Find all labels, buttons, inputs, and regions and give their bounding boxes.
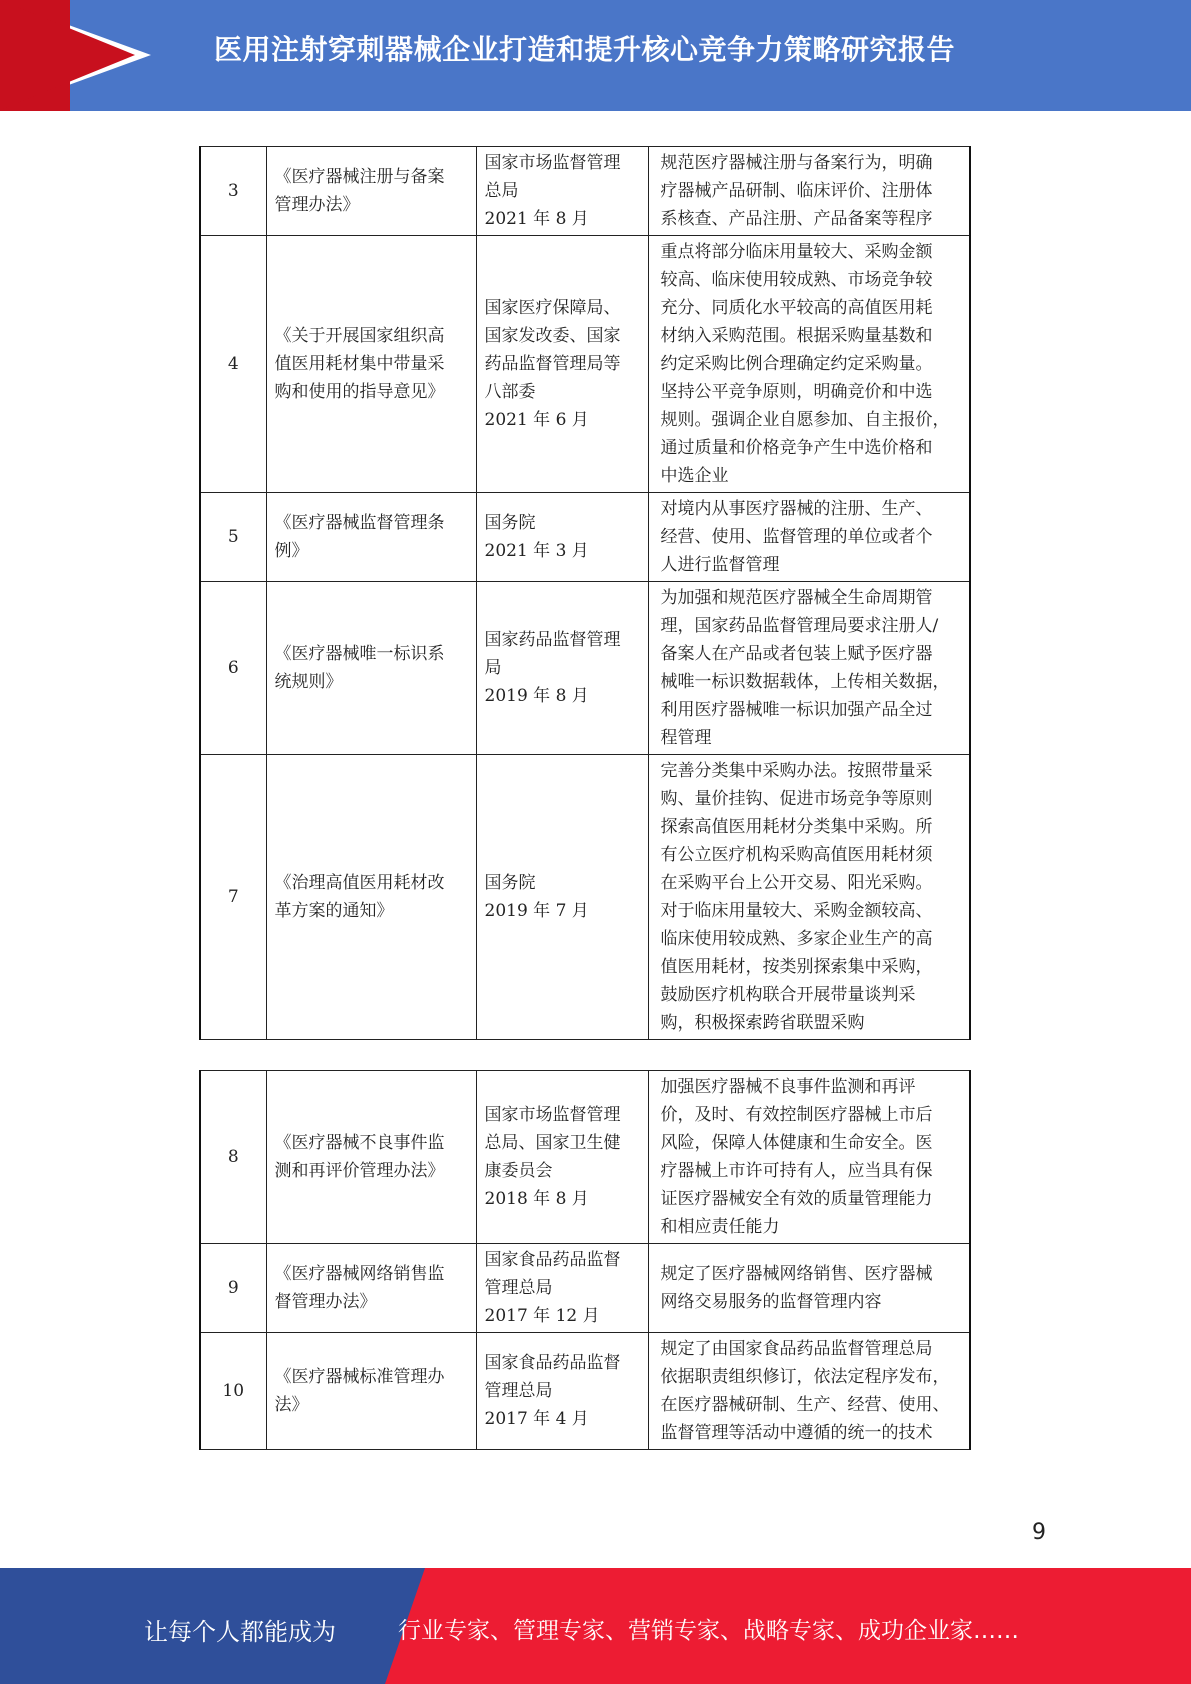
table-row xyxy=(200,1244,970,1333)
issuer-line: 国家食品药品监督 xyxy=(484,1353,621,1373)
report-title: 医用注射穿刺器械企业打造和提升核心竞争力策略研究报告 xyxy=(214,33,956,66)
description-line: 规范医疗器械注册与备案行为，明确 xyxy=(660,153,933,173)
description-line: 疗器械产品研制、临床评价、注册体 xyxy=(660,181,933,201)
policy-name-line: 《关于开展国家组织高 xyxy=(274,326,445,346)
policy-name xyxy=(266,755,476,1040)
row-number: 10 xyxy=(200,1333,266,1450)
policy-name-line: 革方案的通知》 xyxy=(274,901,394,921)
policy-table-continued xyxy=(199,1070,971,1450)
policy-issuer-date xyxy=(476,582,648,755)
page-header xyxy=(0,0,1191,111)
issuer-line: 总局、国家卫生健 xyxy=(484,1133,621,1153)
description-line: 疗器械上市许可持有人，应当具有保 xyxy=(660,1161,933,1181)
policy-issuer-date xyxy=(476,493,648,582)
description-line: 经营、使用、监督管理的单位或者个 xyxy=(660,527,933,547)
row-number: 9 xyxy=(200,1244,266,1333)
footer-tagline-right: 行业专家、管理专家、营销专家、战略专家、成功企业家…… xyxy=(398,1618,1019,1644)
policy-name-line: 购和使用的指导意见》 xyxy=(274,382,445,402)
policy-description xyxy=(648,1244,970,1333)
description-line: 较高、临床使用较成熟、市场竞争较 xyxy=(660,270,933,290)
policy-description xyxy=(648,755,970,1040)
issuer-line: 2019 年 8 月 xyxy=(484,686,589,706)
policy-name-line: 《医疗器械标准管理办 xyxy=(274,1367,445,1387)
policy-name-line: 管理办法》 xyxy=(274,195,360,215)
description-line: 程管理 xyxy=(660,728,712,748)
policy-issuer-date xyxy=(476,1333,648,1450)
policy-issuer-date xyxy=(476,236,648,493)
policy-description xyxy=(648,147,970,236)
policy-issuer-date xyxy=(476,147,648,236)
description-line: 证医疗器械安全有效的质量管理能力 xyxy=(660,1189,933,1209)
issuer-line: 八部委 xyxy=(484,382,536,402)
issuer-line: 2017 年 4 月 xyxy=(484,1409,589,1429)
description-line: 械唯一标识数据载体，上传相关数据， xyxy=(660,672,950,692)
table-row xyxy=(200,1333,970,1450)
policy-name xyxy=(266,582,476,755)
footer-tagline-left: 让每个人都能成为 xyxy=(144,1618,336,1646)
row-number: 8 xyxy=(200,1071,266,1244)
row-number: 5 xyxy=(200,493,266,582)
page-number: 9 xyxy=(1032,1520,1046,1545)
description-line: 规定了由国家食品药品监督管理总局 xyxy=(660,1339,933,1359)
table-row xyxy=(200,147,970,236)
issuer-line: 2019 年 7 月 xyxy=(484,901,589,921)
issuer-line: 2021 年 3 月 xyxy=(484,541,589,561)
description-line: 价，及时、有效控制医疗器械上市后 xyxy=(660,1105,933,1125)
description-line: 通过质量和价格竞争产生中选价格和 xyxy=(660,438,933,458)
policy-name xyxy=(266,493,476,582)
table-row xyxy=(200,493,970,582)
issuer-line: 国务院 xyxy=(484,873,536,893)
policy-name xyxy=(266,236,476,493)
issuer-line: 总局 xyxy=(484,181,519,201)
description-line: 值医用耗材，按类别探索集中采购， xyxy=(660,957,933,977)
description-line: 约定采购比例合理确定约定采购量。 xyxy=(660,354,933,374)
policy-name-line: 《医疗器械网络销售监 xyxy=(274,1264,445,1284)
issuer-line: 国家食品药品监督 xyxy=(484,1250,621,1270)
description-line: 利用医疗器械唯一标识加强产品全过 xyxy=(660,700,933,720)
description-line: 探索高值医用耗材分类集中采购。所 xyxy=(660,817,933,837)
policy-name xyxy=(266,1244,476,1333)
page-footer xyxy=(0,1568,1191,1684)
issuer-line: 2021 年 6 月 xyxy=(484,410,589,430)
description-line: 鼓励医疗机构联合开展带量谈判采 xyxy=(660,985,916,1005)
description-line: 坚持公平竞争原则，明确竞价和中选 xyxy=(660,382,933,402)
policy-name xyxy=(266,147,476,236)
description-line: 网络交易服务的监督管理内容 xyxy=(660,1292,882,1312)
policy-name xyxy=(266,1071,476,1244)
row-number: 7 xyxy=(200,755,266,1040)
description-line: 中选企业 xyxy=(660,466,729,486)
description-line: 重点将部分临床用量较大、采购金额 xyxy=(660,242,933,262)
description-line: 为加强和规范医疗器械全生命周期管 xyxy=(660,588,933,608)
policy-issuer-date xyxy=(476,755,648,1040)
description-line: 充分、同质化水平较高的高值医用耗 xyxy=(660,298,933,318)
description-line: 加强医疗器械不良事件监测和再评 xyxy=(660,1077,916,1097)
issuer-line: 国家医疗保障局、 xyxy=(484,298,621,318)
table-row xyxy=(200,755,970,1040)
policy-name-line: 法》 xyxy=(274,1395,309,1415)
description-line: 规则。强调企业自愿参加、自主报价， xyxy=(660,410,950,430)
policy-name xyxy=(266,1333,476,1450)
description-line: 对于临床用量较大、采购金额较高、 xyxy=(660,901,933,921)
policy-name-line: 《医疗器械监督管理条 xyxy=(274,513,445,533)
description-line: 系核查、产品注册、产品备案等程序 xyxy=(660,209,933,229)
policy-description xyxy=(648,1071,970,1244)
policy-name-line: 测和再评价管理办法》 xyxy=(274,1161,445,1181)
description-line: 完善分类集中采购办法。按照带量采 xyxy=(660,761,933,781)
policy-name-line: 督管理办法》 xyxy=(274,1292,377,1312)
policy-name-line: 《治理高值医用耗材改 xyxy=(274,873,445,893)
description-line: 人进行监督管理 xyxy=(660,555,780,575)
issuer-line: 管理总局 xyxy=(484,1381,553,1401)
issuer-line: 国家市场监督管理 xyxy=(484,153,621,173)
description-line: 在采购平台上公开交易、阳光采购。 xyxy=(660,873,933,893)
issuer-line: 2018 年 8 月 xyxy=(484,1189,589,1209)
description-line: 临床使用较成熟、多家企业生产的高 xyxy=(660,929,933,949)
policy-description xyxy=(648,236,970,493)
issuer-line: 国务院 xyxy=(484,513,536,533)
description-line: 购，积极探索跨省联盟采购 xyxy=(660,1013,865,1033)
policy-name-line: 例》 xyxy=(274,541,309,561)
issuer-line: 国家市场监督管理 xyxy=(484,1105,621,1125)
policy-name-line: 《医疗器械不良事件监 xyxy=(274,1133,445,1153)
issuer-line: 2021 年 8 月 xyxy=(484,209,589,229)
issuer-line: 康委员会 xyxy=(484,1161,553,1181)
policy-description xyxy=(648,493,970,582)
table-row xyxy=(200,1071,970,1244)
table-row xyxy=(200,236,970,493)
description-line: 理，国家药品监督管理局要求注册人/ xyxy=(660,616,939,636)
issuer-line: 药品监督管理局等 xyxy=(484,354,621,374)
table-row xyxy=(200,582,970,755)
description-line: 风险，保障人体健康和生命安全。医 xyxy=(660,1133,933,1153)
issuer-line: 国家药品监督管理 xyxy=(484,630,621,650)
issuer-line: 管理总局 xyxy=(484,1278,553,1298)
description-line: 材纳入采购范围。根据采购量基数和 xyxy=(660,326,933,346)
issuer-line: 局 xyxy=(484,658,502,678)
policy-name-line: 统规则》 xyxy=(274,672,343,692)
description-line: 购、量价挂钩、促进市场竞争等原则 xyxy=(660,789,933,809)
description-line: 备案人在产品或者包装上赋予医疗器 xyxy=(660,644,933,664)
description-line: 依据职责组织修订，依法定程序发布， xyxy=(660,1367,950,1387)
description-line: 有公立医疗机构采购高值医用耗材须 xyxy=(660,845,933,865)
description-line: 和相应责任能力 xyxy=(660,1217,780,1237)
description-line: 规定了医疗器械网络销售、医疗器械 xyxy=(660,1264,933,1284)
row-number: 6 xyxy=(200,582,266,755)
issuer-line: 2017 年 12 月 xyxy=(484,1306,600,1326)
policy-description xyxy=(648,1333,970,1450)
policy-description xyxy=(648,582,970,755)
header-arrow-icon xyxy=(0,0,135,110)
description-line: 监督管理等活动中遵循的统一的技术 xyxy=(660,1423,933,1443)
policy-table xyxy=(199,146,971,1040)
issuer-line: 国家发改委、国家 xyxy=(484,326,621,346)
policy-issuer-date xyxy=(476,1244,648,1333)
description-line: 对境内从事医疗器械的注册、生产、 xyxy=(660,499,933,519)
row-number: 4 xyxy=(200,236,266,493)
policy-name-line: 《医疗器械唯一标识系 xyxy=(274,644,445,664)
description-line: 在医疗器械研制、生产、经营、使用、 xyxy=(660,1395,950,1415)
policy-name-line: 《医疗器械注册与备案 xyxy=(274,167,445,187)
policy-issuer-date xyxy=(476,1071,648,1244)
row-number: 3 xyxy=(200,147,266,236)
policy-name-line: 值医用耗材集中带量采 xyxy=(274,354,445,374)
